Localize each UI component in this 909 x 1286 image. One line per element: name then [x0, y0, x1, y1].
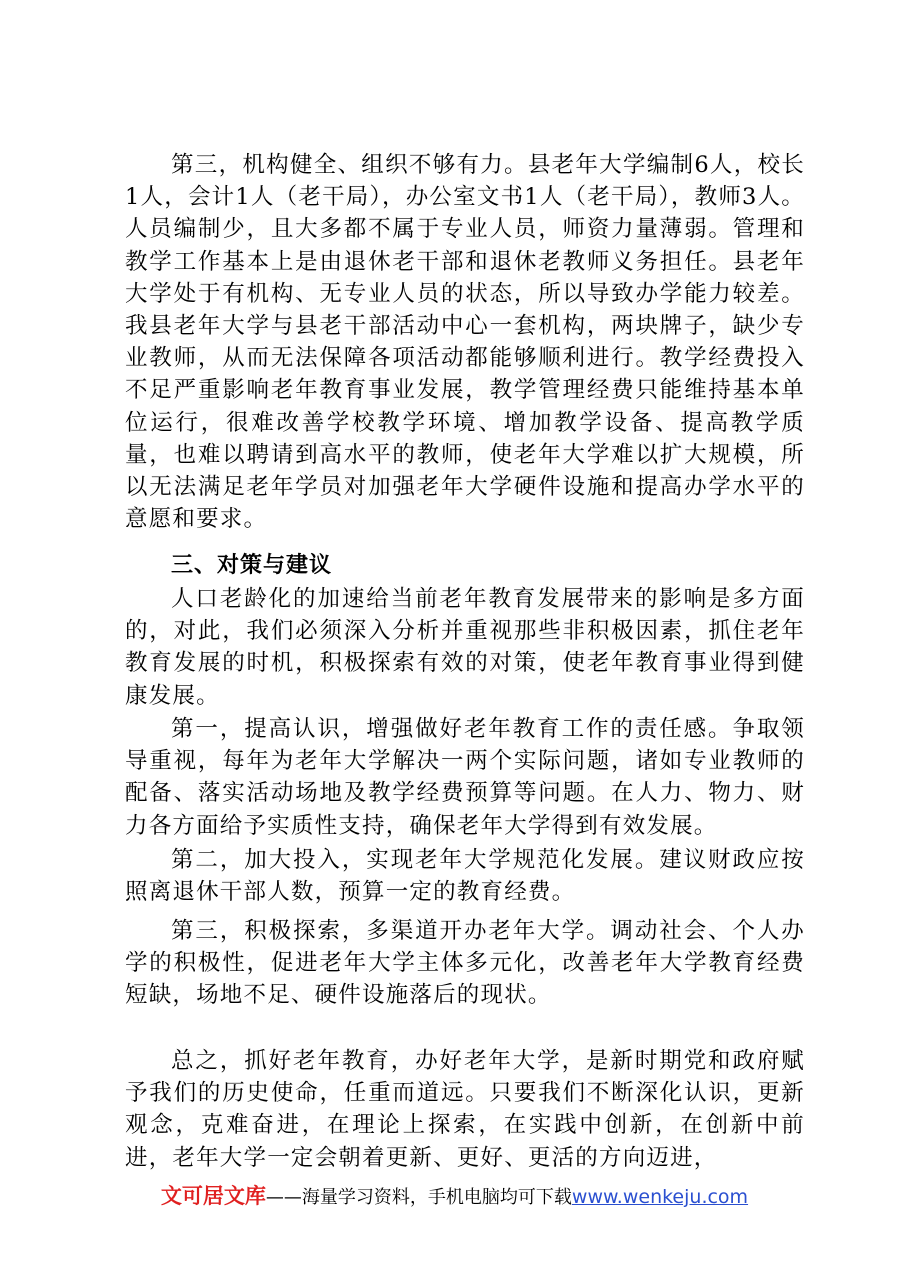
paragraph-aging-impact: 人口老龄化的加速给当前老年教育发展带来的影响是多方面的，对此，我们必须深入分析并重视那些非积极因素，抓住老年教育发展的时机，积极探索有效的对策，使老年教育事业得到健康发展。: [125, 586, 805, 709]
section-heading-countermeasures: 三、对策与建议: [171, 553, 333, 578]
footer-tagline: ——海量学习资料，手机电脑均可下载: [265, 1187, 572, 1208]
paragraph-raise-awareness: 第一，提高认识，增强做好老年教育工作的责任感。争取领导重视，每年为老年大学解决一两个实际问题，诸如专业教师的配备、落实活动场地及教学经费预算等问题。在人力、物力、财力各方面给予实质性支持，确保老年大学得到有效发展。: [125, 716, 805, 839]
paragraph-increase-investment: 第二，加大投入，实现老年大学规范化发展。建议财政应按照离退休干部人数，预算一定的教育经费。: [125, 847, 805, 906]
footer-banner: [0, 1183, 909, 1211]
paragraph-multiple-channels: 第三，积极探索，多渠道开办老年大学。调动社会、个人办学的积极性，促进老年大学主体多元化，改善老年大学教育经费短缺，场地不足、硬件设施落后的现状。: [125, 918, 805, 1009]
footer-brand: 文可居文库: [160, 1184, 266, 1208]
paragraph-institution-weakness: 第三，机构健全、组织不够有力。县老年大学编制6人，校长1人，会计1人（老干局），办公室文书1人（老干局），教师3人。人员编制少，且大多都不属于专业人员，师资力量薄弱。管理和教学工作基本上是由退休老干部和退休老教师义务担任。县老年大学处于有机构、无专业人员的状态，所以导致办学能力较差。我县老年大学与县老干部活动中心一套机构，两块牌子，缺少专业教师，从而无法保障各项活动都能够顺利进行。教学经费投入不足严重影响老年教育事业发展，教学管理经费只能维持基本单位运行，很难改善学校教学环境、增加教学设备、提高教学质量，也难以聘请到高水平的教师，使老年大学难以扩大规模，所以无法满足老年学员对加强老年大学硬件设施和提高办学水平的意愿和要求。: [125, 152, 805, 533]
paragraph-conclusion: 总之，抓好老年教育，办好老年大学，是新时期党和政府赋予我们的历史使命，任重而道远。只要我们不断深化认识，更新观念，克难奋进，在理论上探索，在实践中创新，在创新中前进，老年大学一定会朝着更新、更好、更活的方向迈进，: [125, 1048, 805, 1171]
footer-website-link[interactable]: www.wenkeju.com: [571, 1186, 749, 1208]
